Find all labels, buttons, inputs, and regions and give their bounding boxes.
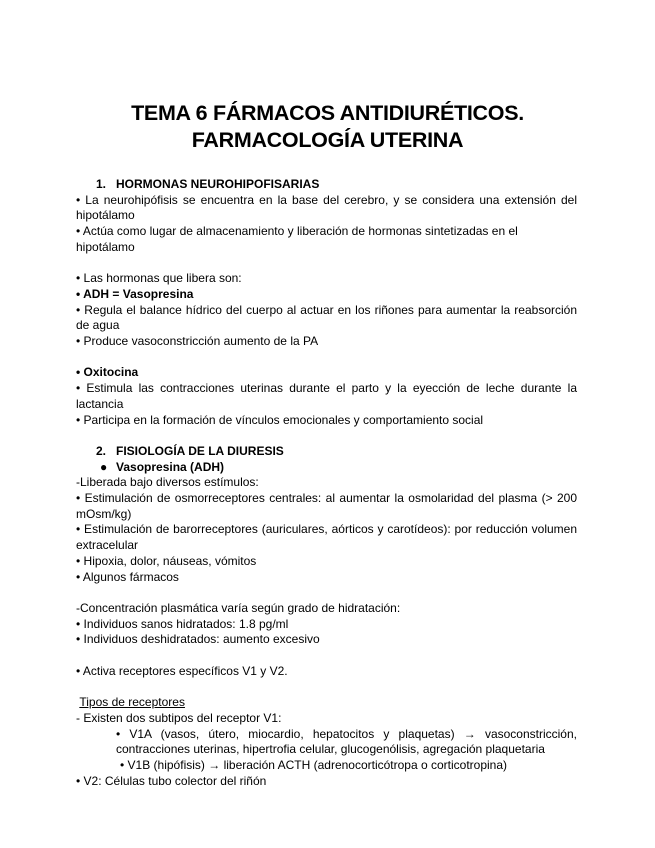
spacer xyxy=(76,350,577,366)
section-2-heading-text: FISIOLOGÍA DE LA DIURESIS xyxy=(116,443,284,458)
dehydrated-individuals-text: • Individuos deshidratados: aumento excesivo xyxy=(76,632,320,647)
v2-text: • V2: Células tubo colector del riñón xyxy=(76,773,267,788)
v1-subtypes-text: - Existen dos subtipos del receptor V1: xyxy=(76,710,282,725)
section-2-number: 2. xyxy=(96,443,107,458)
spacer xyxy=(76,679,577,695)
drugs-text: • Algunos fármacos xyxy=(76,569,179,584)
neurohipofisis-function-text: • Actúa como lugar de almacenamiento y liberación de hormonas sintetizadas en el hipotálamo xyxy=(76,224,518,254)
receptors-activation-text: • Activa receptores específicos V1 y V2. xyxy=(76,663,288,678)
spacer xyxy=(76,585,577,601)
oxitocina-point-1: • Estimula las contracciones uterinas durante el parto y la eyección de leche durante la lactancia xyxy=(76,381,577,411)
vasopresina-subheading-text: Vasopresina (ADH) xyxy=(116,459,225,474)
hydrated-individuals-text: • Individuos sanos hidratados: 1.8 pg/ml xyxy=(76,616,289,631)
receptor-types-title xyxy=(76,695,577,711)
oxitocina-heading: • Oxitocina xyxy=(76,365,139,380)
stimuli-intro-text: -Liberada bajo diversos estímulos: xyxy=(76,475,259,490)
spacer xyxy=(76,648,577,664)
spacer xyxy=(76,428,577,444)
document-body xyxy=(76,177,577,789)
spacer xyxy=(76,256,577,272)
oxitocina-point-2: • Participa en la formación de vínculos emocionales y comportamiento social xyxy=(76,412,484,427)
neurohipofisis-location-text: • La neurohipófisis se encuentra en la base del cerebro, y se considera una extensión del hipotálamo xyxy=(76,192,577,223)
adh-point-2: • Produce vasoconstricción aumento de la PA xyxy=(76,334,319,349)
v1a-text: • V1A (vasos, útero, miocardio, hepatocitos y plaquetas) → vasoconstricción, contracciones uterinas, hipertrofia celular, glucogenólisis, agregación plaquetaria xyxy=(116,726,577,757)
hormones-intro-text: • Las hormonas que libera son: xyxy=(76,271,242,286)
baroreceptors-text: • Estimulación de barorreceptores (auriculares, aórticos y carotídeos): por reducción volumen extracelular xyxy=(76,522,577,553)
section-1-number: 1. xyxy=(96,177,107,191)
section-2-heading xyxy=(76,444,577,460)
section-1-heading-text: HORMONAS NEUROHIPOFISARIAS xyxy=(116,177,320,191)
vasopresina-subheading xyxy=(76,460,577,476)
v1b-text: • V1B (hipófisis) → liberación ACTH (adrenocorticótropa o corticotropina) xyxy=(120,757,508,772)
document-title-line-2: FARMACOLOGÍA UTERINA xyxy=(191,128,464,152)
adh-heading: • ADH = Vasopresina xyxy=(76,286,194,301)
document-title-line-1: TEMA 6 FÁRMACOS ANTIDIURÉTICOS. xyxy=(131,101,524,125)
hypoxia-text: • Hipoxia, dolor, náuseas, vómitos xyxy=(76,553,257,568)
bullet-icon: ● xyxy=(100,459,108,474)
receptor-types-title-text: Tipos de receptores xyxy=(79,695,185,710)
osmoreceptors-text: • Estimulación de osmorreceptores centrales: al aumentar la osmolaridad del plasma (> 200 mOsm/kg) xyxy=(76,491,577,521)
section-1-heading xyxy=(76,177,577,193)
concentration-intro-text: -Concentración plasmática varía según grado de hidratación: xyxy=(76,600,401,615)
adh-point-1: • Regula el balance hídrico del cuerpo al actuar en los riñones para aumentar la reabsorción de agua xyxy=(76,302,577,333)
